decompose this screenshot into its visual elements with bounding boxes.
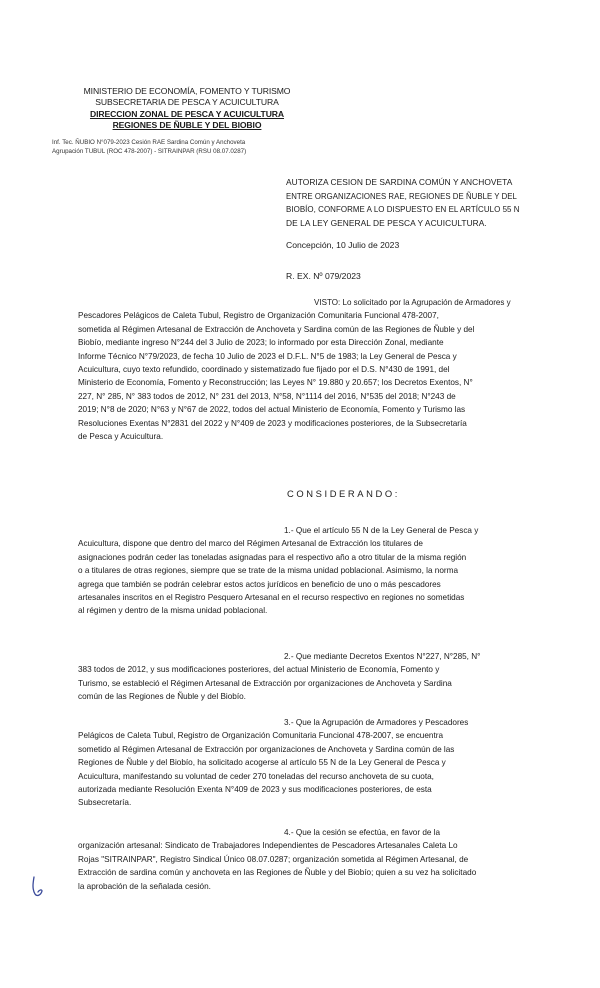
considerando-heading: CONSIDERANDO: xyxy=(287,488,400,499)
paragraph-line: la aprobación de la señalada cesión. xyxy=(78,881,211,891)
subject-line: DE LA LEY GENERAL DE PESCA Y ACUICULTURA. xyxy=(286,217,487,228)
paragraph-line: Resoluciones Exentas N°2831 del 2022 y N°409 de 2023 y modificaciones posteriores, de la Subsecretaría xyxy=(78,418,467,428)
paragraph-line: al régimen y dentro de la misma unidad poblacional. xyxy=(78,606,268,616)
paragraph-line: 2.- Que mediante Decretos Exentos N°227, N°285, N° xyxy=(284,652,481,661)
paragraph-line: Biobío, mediante ingreso N°244 del 3 Julio de 2023; lo informado por esta Dirección Zonal, mediante xyxy=(78,338,444,348)
reference-line: Agrupación TUBUL (ROC 478-2007) - SITRAINPAR (RSU 08.07.0287) xyxy=(52,147,247,155)
paragraph-line: común de las Regiones de Ñuble y del Biobío. xyxy=(78,692,246,702)
paragraph-line: Rojas "SITRAINPAR", Registro Sindical Único 08.07.0287; organización sometida al Régimen Artesanal, de xyxy=(78,854,469,864)
paragraph-line: agrega que también se podrán celebrar estos actos jurídicos en beneficio de uno o más pescadores xyxy=(78,579,441,589)
considerando-2 xyxy=(78,650,512,704)
considerando-1 xyxy=(78,524,512,618)
paragraph-line: Regiones de Ñuble y del Biobío, ha solicitado acogerse al artículo 55 N de la Ley General de Pesca y xyxy=(78,758,446,768)
resolution-subject xyxy=(286,176,520,230)
visto-paragraph xyxy=(78,296,512,443)
paragraph-line: asignaciones podrán ceder las toneladas asignadas para el respectivo año a otro titular de la misma región xyxy=(78,552,467,562)
considerando-3 xyxy=(78,716,512,810)
paragraph-line: Ministerio de Economía, Fomento y Reconstrucción; las Leyes N° 19.880 y 20.657; los Decretos Exentos, N° xyxy=(78,378,473,388)
resolution-number: R. EX. Nº 079/2023 xyxy=(286,271,361,281)
paragraph-line: artesanales inscritos en el Registro Pesquero Artesanal en el recurso respectivo en regiones no sometidas xyxy=(78,592,465,602)
paragraph-line: Acuicultura, dispone que dentro del marco del Régimen Artesanal de Extracción los titulares de xyxy=(78,539,423,549)
paragraph-line: Pelágicos de Caleta Tubul, Registro de Organización Comunitaria Funcional 478-2007, se encuentra xyxy=(78,731,444,741)
paragraph-line: Extracción de sardina común y anchoveta en las Regiones de Ñuble y del Biobío; quien a su vez ha solicitado xyxy=(78,868,477,878)
reference-lines xyxy=(52,139,312,156)
resolution-date: Concepción, 10 Julio de 2023 xyxy=(286,240,400,250)
paragraph-line: autorizada mediante Resolución Exenta N°409 de 2023 y sus modificaciones posteriores, de esta xyxy=(78,784,432,794)
paragraph-line: Acuicultura, manifestando su voluntad de ceder 270 toneladas del recurso anchoveta de su cuota, xyxy=(78,771,434,781)
header-regiones: REGIONES DE ÑUBLE Y DEL BIOBIO xyxy=(112,120,262,131)
paragraph-line: sometida al Régimen Artesanal de Extracción de Anchoveta y Sardina común de las Regiones de Ñuble y del xyxy=(78,324,475,334)
subject-line: AUTORIZA CESION DE SARDINA COMÚN Y ANCHOVETA xyxy=(286,177,513,187)
paragraph-line: 227, N° 285, N° 383 todos de 2012, N° 231 del 2013, N°58, N°1114 del 2016, N°535 del 2018; N°243 de xyxy=(78,391,456,401)
paragraph-line: Informe Técnico N°79/2023, de fecha 10 Julio de 2023 el D.F.L. N°5 de 1983; la Ley General de Pesca y xyxy=(78,351,457,361)
subject-line: ENTRE ORGANIZACIONES RAE, REGIONES DE ÑUBLE Y DEL xyxy=(286,191,517,201)
paragraph-line: de Pesca y Acuicultura. xyxy=(78,431,164,441)
paragraph-line: 1.- Que el artículo 55 N de la Ley General de Pesca y xyxy=(284,526,479,535)
handwritten-initial-mark xyxy=(30,876,44,898)
paragraph-line: 2019; N°8 de 2020; N°63 y N°67 de 2022, todos del actual Ministerio de Economía, Fomento y Turismo las xyxy=(78,405,466,415)
paragraph-line: Acuicultura, cuyo texto refundido, coordinado y sistematizado fue fijado por el D.S. N°430 de 1991, del xyxy=(78,364,450,374)
paragraph-line: Pescadores Pelágicos de Caleta Tubul, Registro de Organización Comunitaria Funcional 478-2007, xyxy=(78,311,439,321)
letterhead xyxy=(62,86,312,132)
reference-line: Inf. Tec. ÑUBIO N°079-2023 Cesión RAE Sardina Común y Anchoveta xyxy=(52,139,246,146)
paragraph-line: VISTO: Lo solicitado por la Agrupación de Armadores y xyxy=(314,298,511,307)
considerando-4 xyxy=(78,826,512,893)
paragraph-line: organización artesanal: Sindicato de Trabajadores Independientes de Pescadores Artesanales Caleta Lo xyxy=(78,841,458,851)
header-ministry: MINISTERIO DE ECONOMÍA, FOMENTO Y TURISMO xyxy=(83,86,291,96)
header-subsecretaria: SUBSECRETARIA DE PESCA Y ACUICULTURA xyxy=(95,97,279,108)
paragraph-line: 383 todos de 2012, y sus modificaciones posteriores, del actual Ministerio de Economía, Fomento y xyxy=(78,665,440,675)
paragraph-line: 4.- Que la cesión se efectúa, en favor de la xyxy=(284,828,441,837)
paragraph-line: Turismo, se estableció el Régimen Artesanal de Extracción por organizaciones de Anchoveta y Sardina xyxy=(78,678,452,688)
subject-line: BIOBÍO, CONFORME A LO DISPUESTO EN EL ARTÍCULO 55 N xyxy=(286,205,520,215)
paragraph-line: 3.- Que la Agrupación de Armadores y Pescadores xyxy=(284,718,469,727)
paragraph-line: Subsecretaría. xyxy=(78,798,132,808)
paragraph-line: sometido al Régimen Artesanal de Extracción por organizaciones de Anchoveta y Sardina común de las xyxy=(78,744,455,754)
paragraph-line: o a titulares de otras regiones, siempre que se trate de la misma unidad poblacional. Asimismo, la norma xyxy=(78,566,459,576)
header-direccion-zonal: DIRECCION ZONAL DE PESCA Y ACUICULTURA xyxy=(89,108,285,119)
